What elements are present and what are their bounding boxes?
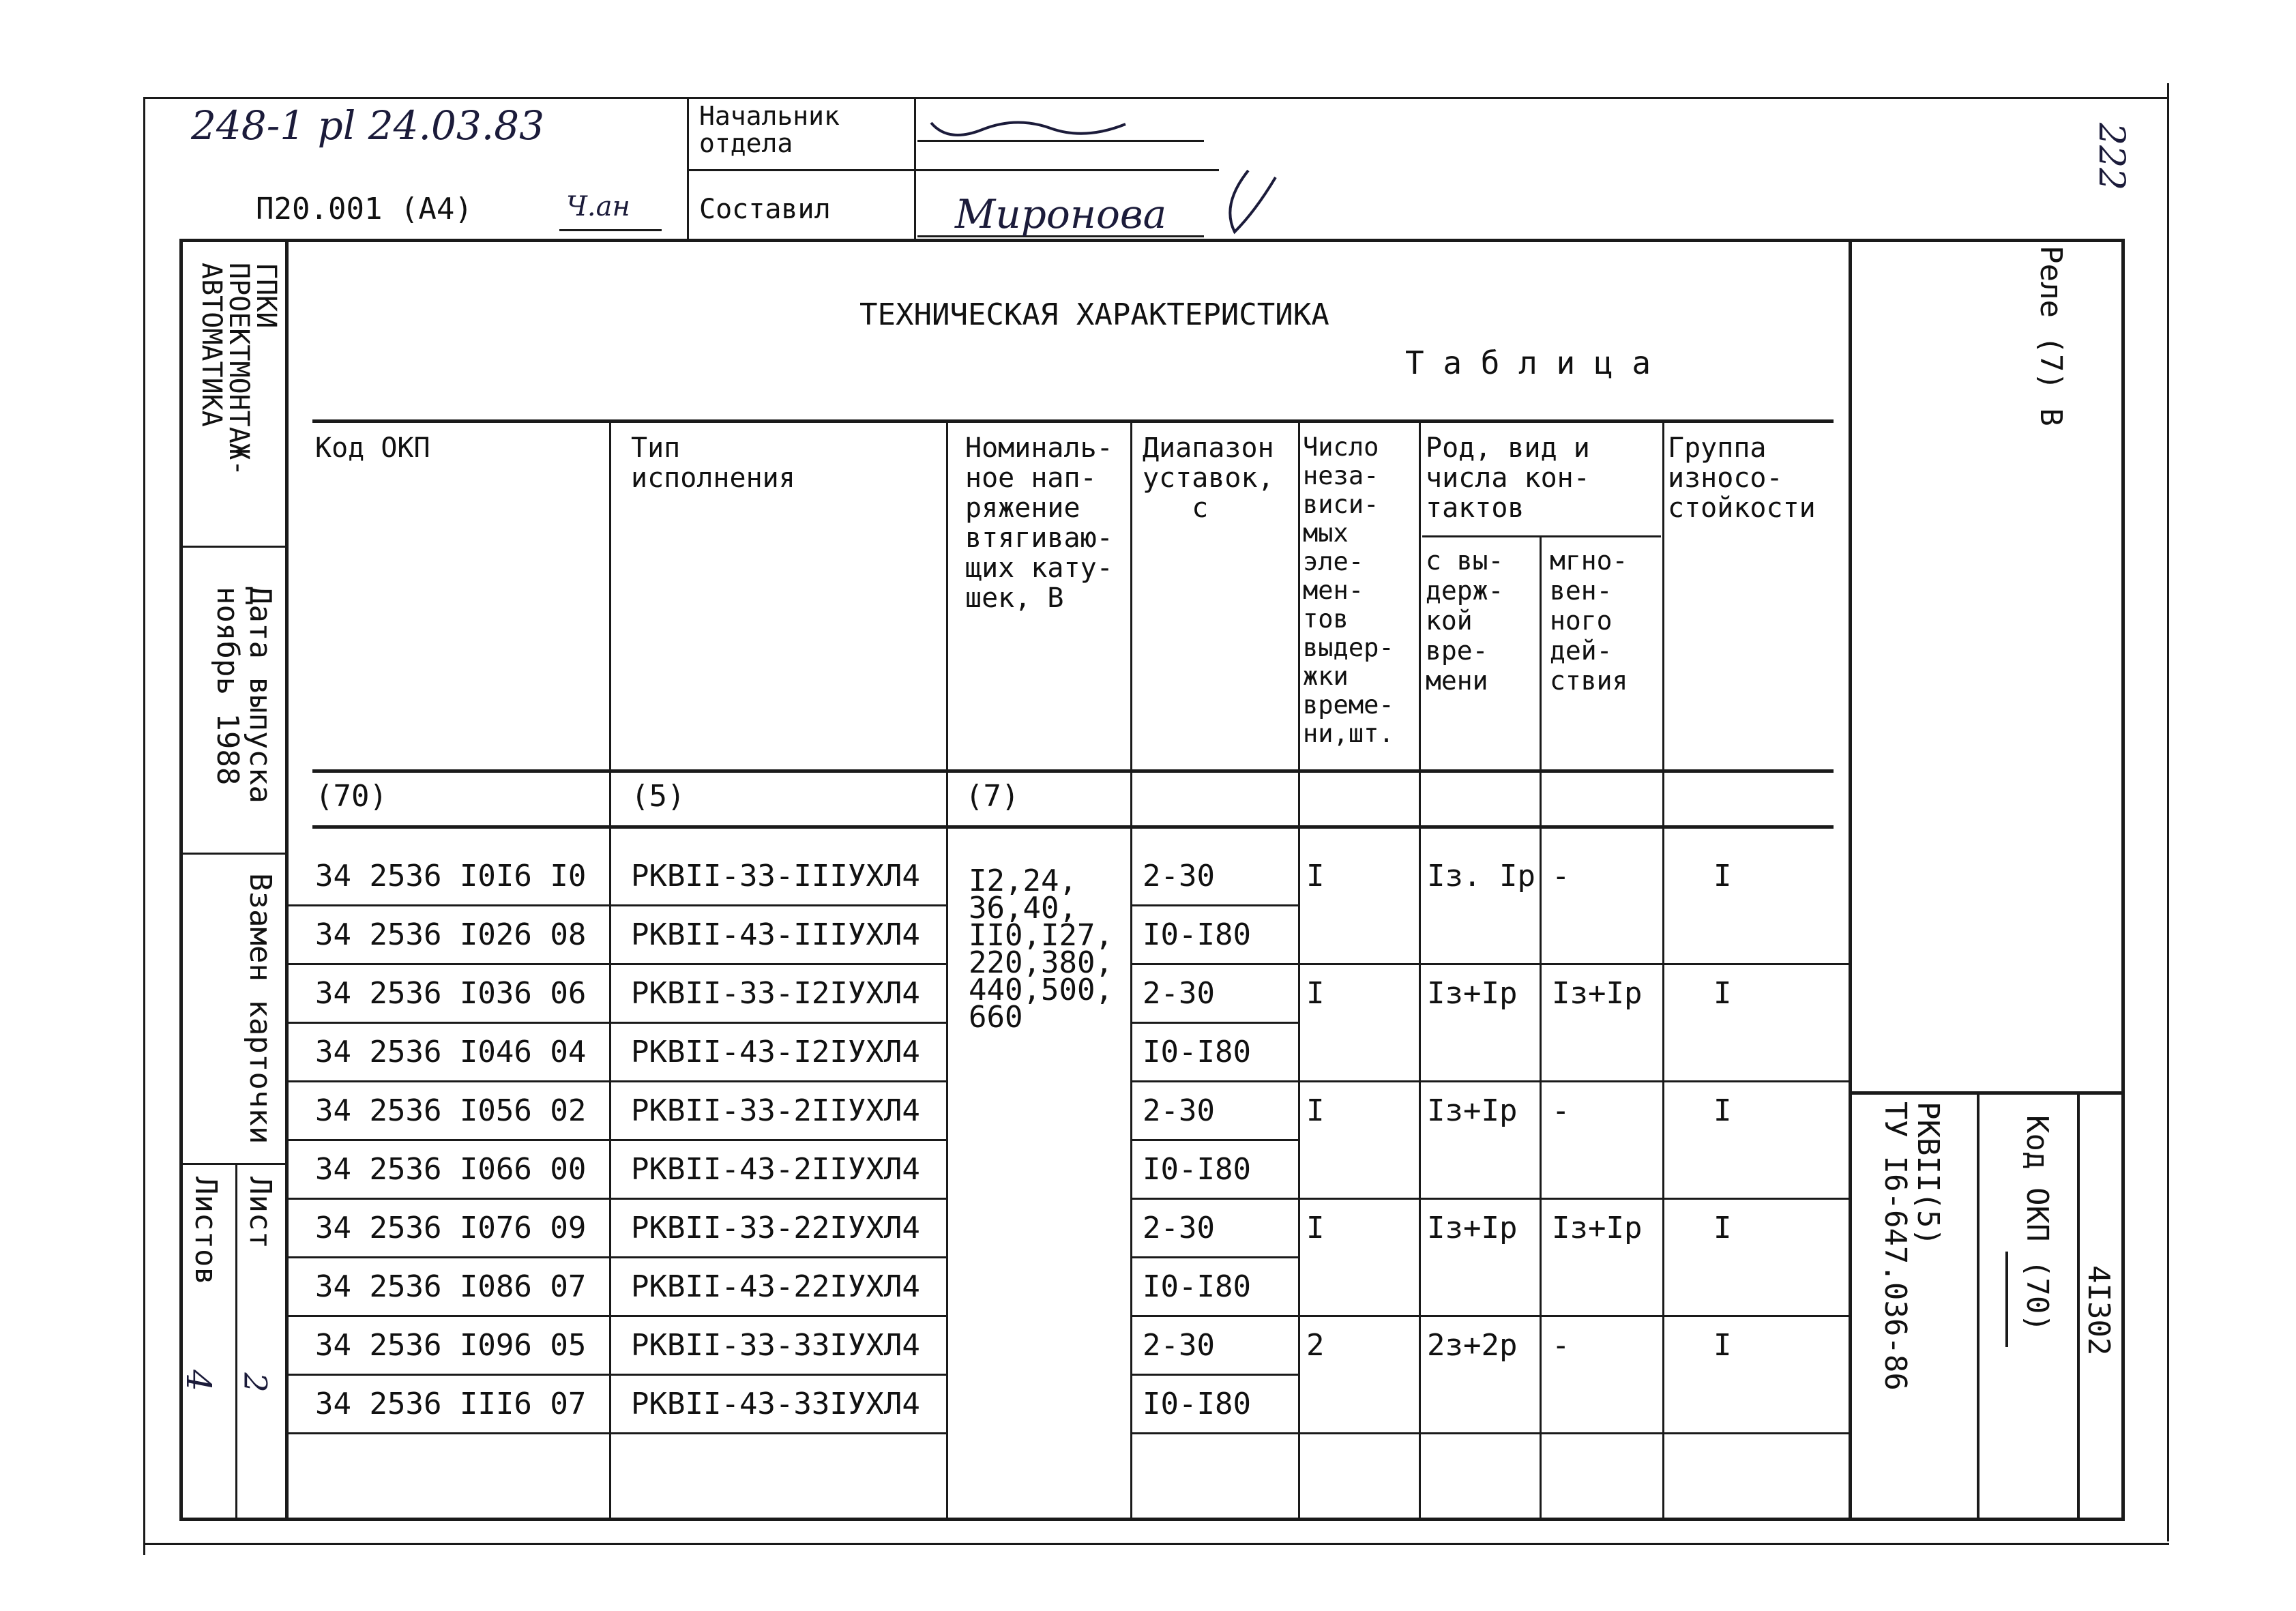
row-2-range-rule <box>1132 963 1299 965</box>
group-1-rule <box>1299 963 1849 965</box>
okp-code-value: 4I302 <box>2081 1265 2116 1356</box>
row-9-range: 2-30 <box>1143 1328 1215 1363</box>
row-9-range-rule <box>1132 1374 1299 1376</box>
row-7-range-rule <box>1132 1256 1299 1258</box>
row-9-okp: 34 2536 I096 05 <box>315 1328 587 1363</box>
row-7-range: 2-30 <box>1143 1211 1215 1245</box>
row-2-okp: 34 2536 I026 08 <box>315 917 587 952</box>
row-6-okp: 34 2536 I066 00 <box>315 1152 587 1187</box>
col-rule-delay-instant <box>1540 537 1542 1520</box>
right-stub-divider <box>1849 239 1852 1521</box>
row-5-okp: 34 2536 I056 02 <box>315 1093 587 1128</box>
row-10-type: РКВII-43-33IУХЛ4 <box>631 1387 920 1421</box>
code-row-bottom-rule <box>312 825 1834 829</box>
col-rule-count-delay <box>1419 422 1421 1520</box>
row-2-rule <box>289 963 948 965</box>
row-5-instant: - <box>1552 1093 1570 1128</box>
category-label: Реле (7) В <box>2033 246 2068 426</box>
group-4-rule <box>1299 1315 1849 1317</box>
row-6-range: I0-I80 <box>1143 1152 1251 1187</box>
sheets-label: Листов <box>188 1177 223 1285</box>
table-bottom-border <box>179 1518 2125 1521</box>
table-subtitle: Т а б л и ц а <box>1405 344 1651 381</box>
group-5-rule <box>1299 1432 1849 1434</box>
row-3-count: I <box>1306 976 1325 1011</box>
row-4-range-rule <box>1132 1080 1299 1082</box>
okp-code-label: Код ОКП (70) <box>2020 1115 2055 1332</box>
product-designation: РКВII(5) ТУ I6-647.036-86 <box>1878 1102 1945 1391</box>
outer-right-border <box>2167 83 2169 1541</box>
row-3-okp: 34 2536 I036 06 <box>315 976 587 1011</box>
col-rule-voltage-range <box>1130 422 1132 1520</box>
row-9-count: 2 <box>1306 1328 1325 1363</box>
row-3-range-rule <box>1132 1022 1299 1024</box>
replaces-card-label: Взамен карточки <box>243 873 278 1144</box>
row-5-range: 2-30 <box>1143 1093 1215 1128</box>
row-5-delay: Iз+Iр <box>1427 1093 1518 1128</box>
row-5-count: I <box>1306 1093 1325 1128</box>
left-stub-rule-2 <box>179 853 287 855</box>
row-3-range: 2-30 <box>1143 976 1215 1011</box>
row-10-range-rule <box>1132 1432 1299 1434</box>
group-2-rule <box>1299 1080 1849 1082</box>
row-1-delay: Iз. Iр <box>1427 859 1535 893</box>
row-9-wear: I <box>1713 1328 1732 1363</box>
header-bottom-rule <box>312 769 1834 773</box>
left-stub-divider <box>285 239 289 1521</box>
okp-label-underline <box>2005 1252 2008 1347</box>
compiled-by-label: Составил <box>699 194 831 225</box>
code-type: (5) <box>631 779 686 814</box>
row-1-range-rule <box>1132 904 1299 906</box>
handwritten-code-signature: Ч.ан <box>566 191 630 222</box>
head-signature-mark <box>928 109 1132 150</box>
organization-name: ГПКИ ПРОЕКТМОНТАЖ- АВТОМАТИКА <box>196 263 282 477</box>
row-7-instant: Iз+Iр <box>1552 1211 1643 1245</box>
column-header-contacts: Род, вид и числа кон- тактов <box>1426 432 1590 524</box>
header-mid-rule <box>687 169 1219 171</box>
row-8-range-rule <box>1132 1315 1299 1317</box>
row-8-okp: 34 2536 I086 07 <box>315 1269 587 1304</box>
row-7-rule <box>289 1256 948 1258</box>
row-1-count: I <box>1306 859 1325 893</box>
column-header-count: Число неза- виси- мых эле- мен- тов выдер- жки време- ни,шт. <box>1303 432 1394 748</box>
column-header-range: Диапазон уставок, с <box>1143 432 1274 524</box>
row-5-rule <box>289 1139 948 1141</box>
handwritten-page-number: 222 <box>2091 123 2132 191</box>
row-7-wear: I <box>1713 1211 1732 1245</box>
group-3-rule <box>1299 1198 1849 1200</box>
document-code: П20.001 (А4) <box>256 192 473 226</box>
row-1-rule <box>289 904 948 906</box>
row-4-type: РКВII-43-I2IУХЛ4 <box>631 1035 920 1069</box>
row-9-rule <box>289 1374 948 1376</box>
outer-top-border <box>143 97 2169 99</box>
column-header-wear: Группа износо- стойкости <box>1668 432 1816 524</box>
row-1-instant: - <box>1552 859 1570 893</box>
row-10-rule <box>289 1432 948 1434</box>
code-okp: (70) <box>315 779 387 814</box>
row-4-rule <box>289 1080 948 1082</box>
row-5-type: РКВII-33-2IIУХЛ4 <box>631 1093 920 1128</box>
row-3-delay: Iз+Iр <box>1427 976 1518 1011</box>
table-title: ТЕХНИЧЕСКАЯ ХАРАКТЕРИСТИКА <box>859 297 1329 332</box>
row-6-type: РКВII-43-2IIУХЛ4 <box>631 1152 920 1187</box>
row-6-rule <box>289 1198 948 1200</box>
outer-left-border <box>143 97 145 1555</box>
contacts-subheader-rule <box>1422 535 1661 537</box>
column-header-type: Тип исполнения <box>631 432 795 494</box>
row-8-rule <box>289 1315 948 1317</box>
right-stub-rule <box>1849 1091 2125 1095</box>
compiler-signature-mark <box>1207 164 1282 246</box>
row-5-range-rule <box>1132 1139 1299 1141</box>
row-7-count: I <box>1306 1211 1325 1245</box>
row-10-range: I0-I80 <box>1143 1387 1251 1421</box>
row-7-delay: Iз+Iр <box>1427 1211 1518 1245</box>
sheet-value: 2 <box>237 1372 274 1393</box>
table-left-border <box>179 239 183 1521</box>
issue-date: Дата выпуска ноябрь 1988 <box>210 587 278 803</box>
code-voltage: (7) <box>965 779 1020 814</box>
left-stub-rule-3 <box>179 1163 287 1165</box>
row-1-type: РКВII-33-IIIУХЛ4 <box>631 859 920 893</box>
col-rule-okp-type <box>609 422 611 1520</box>
row-4-okp: 34 2536 I046 04 <box>315 1035 587 1069</box>
row-3-wear: I <box>1713 976 1732 1011</box>
col-rule-range-count <box>1298 422 1300 1520</box>
right-stub-inner-divider-2 <box>2077 1091 2080 1521</box>
row-9-delay: 2з+2р <box>1427 1328 1518 1363</box>
row-5-wear: I <box>1713 1093 1732 1128</box>
head-of-department-label: Начальник отдела <box>699 101 840 158</box>
row-8-type: РКВII-43-22IУХЛ4 <box>631 1269 920 1304</box>
row-2-range: I0-I80 <box>1143 917 1251 952</box>
right-stub-inner-divider-1 <box>1977 1091 1979 1521</box>
table-right-border <box>2121 239 2125 1521</box>
row-9-type: РКВII-33-33IУХЛ4 <box>631 1328 920 1363</box>
row-1-wear: I <box>1713 859 1732 893</box>
left-stub-rule-1 <box>179 546 287 548</box>
col-rule-type-voltage <box>946 422 948 1520</box>
code-signature-underline <box>559 229 662 231</box>
header-top-rule <box>312 419 1834 423</box>
row-8-range: I0-I80 <box>1143 1269 1251 1304</box>
sheets-value: 4 <box>178 1370 218 1391</box>
handwritten-compiler-name: Миронова <box>955 191 1167 237</box>
row-6-range-rule <box>1132 1198 1299 1200</box>
row-3-instant: Iз+Iр <box>1552 976 1643 1011</box>
row-3-type: РКВII-33-I2IУХЛ4 <box>631 976 920 1011</box>
row-1-okp: 34 2536 I0I6 I0 <box>315 859 587 893</box>
row-7-type: РКВII-33-22IУХЛ4 <box>631 1211 920 1245</box>
column-header-instant: мгно- вен- ного дей- ствия <box>1550 546 1628 696</box>
column-header-delay: с вы- держ- кой вре- мени <box>1426 546 1504 696</box>
row-7-okp: 34 2536 I076 09 <box>315 1211 587 1245</box>
row-10-okp: 34 2536 III6 07 <box>315 1387 587 1421</box>
handwritten-top-note: 248-1 рl 24.03.83 <box>191 102 545 149</box>
row-9-instant: - <box>1552 1328 1570 1363</box>
table-top-border <box>179 239 2125 242</box>
outer-bottom-border <box>143 1543 2169 1545</box>
row-4-range: I0-I80 <box>1143 1035 1251 1069</box>
col-rule-instant-wear <box>1662 422 1664 1520</box>
column-header-voltage: Номиналь- ное нап- ряжение втягиваю- щих кату- шек, В <box>965 432 1113 614</box>
sheet-label: Лист <box>243 1177 278 1249</box>
voltage-values: I2,24, 36,40, II0,I27, 220,380, 440,500, 660 <box>969 863 1113 1035</box>
row-3-rule <box>289 1022 948 1024</box>
row-2-type: РКВII-43-IIIУХЛ4 <box>631 917 920 952</box>
left-stub-inner-divider <box>235 1163 237 1519</box>
row-1-range: 2-30 <box>1143 859 1215 893</box>
column-header-okp: Код ОКП <box>315 432 430 464</box>
